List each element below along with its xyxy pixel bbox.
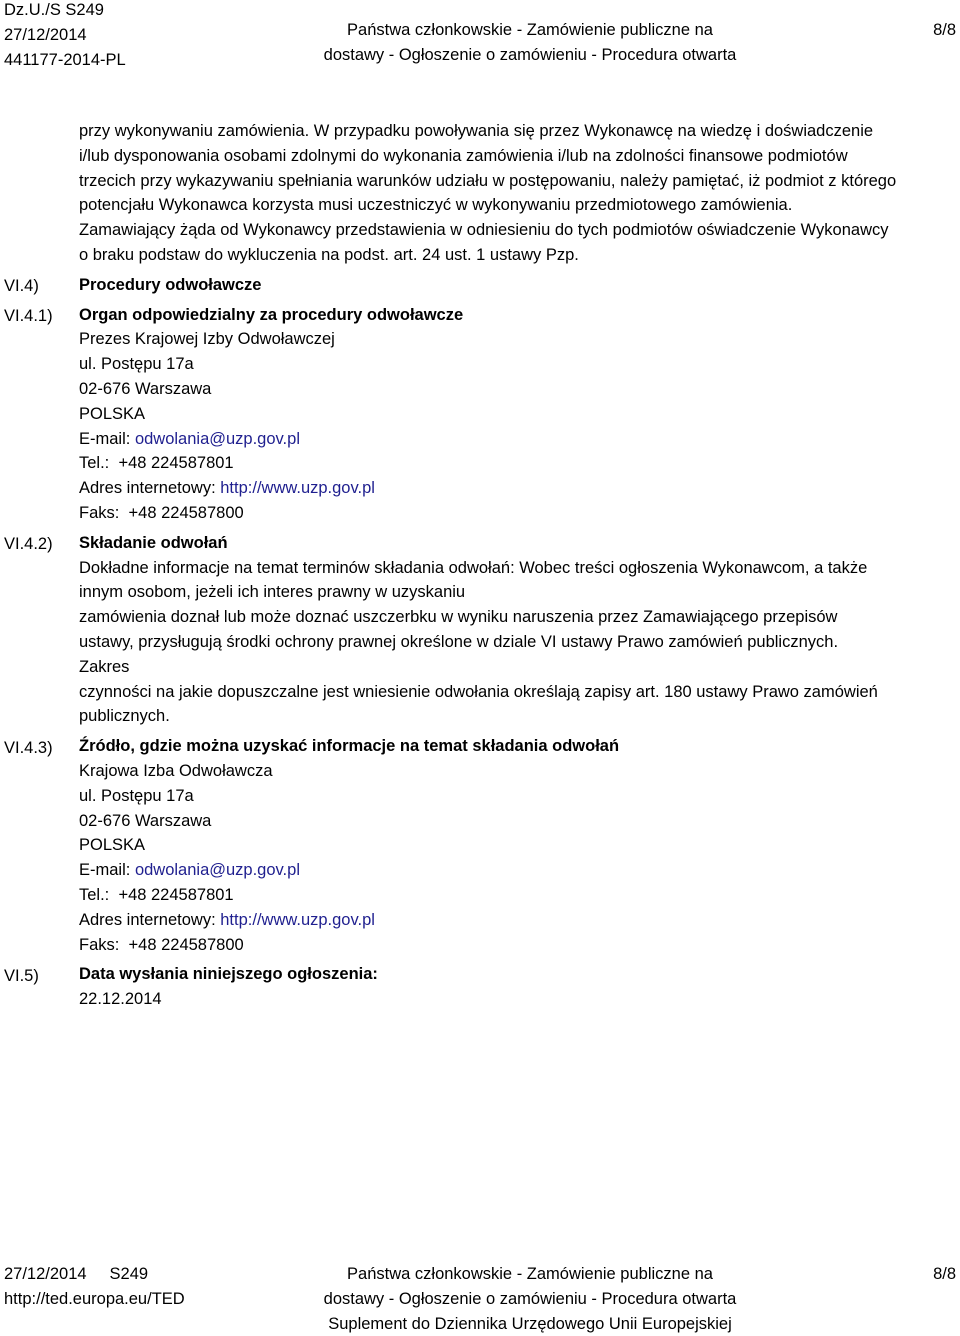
appeals-heading: Składanie odwołań [79, 533, 228, 552]
source-block [79, 734, 954, 957]
source-fax-row: Faks: +48 224587800 [79, 935, 244, 954]
section-vi4: VI.4) [4, 277, 39, 295]
source-heading: Źródło, gdzie można uzyskać informacje na temat składania odwołań [79, 737, 620, 756]
organ-country: POLSKA [79, 404, 146, 423]
footer-issue: S249 [109, 1265, 149, 1283]
source-city: 02-676 Warszawa [79, 811, 212, 830]
footer-date: 27/12/2014 [4, 1265, 87, 1283]
dispatch-block [79, 962, 954, 1012]
dispatch-date: 22.12.2014 [79, 990, 162, 1009]
source-email-row: E-mail: odwolania@uzp.gov.pl [79, 861, 300, 880]
footer-url[interactable]: http://ted.europa.eu/TED [4, 1289, 185, 1308]
organ-fax-row: Faks: +48 224587800 [79, 503, 244, 522]
header-title: Państwa członkowskie - Zamówienie publiczne na dostawy - Ogłoszenie o zamówieniu - Procedura otwarta [323, 21, 737, 64]
organ-name: Prezes Krajowej Izby Odwoławczej [79, 330, 335, 349]
organ-email-link[interactable]: odwolania@uzp.gov.pl [134, 429, 300, 448]
appeals-block: Składanie odwołań Dokładne informacje na temat terminów składania odwołań: Wobec treści ogłoszenia Wykonawcom, a także innym osobom, jeżeli ich interes prawny w uzyskaniu zamówienia doznał lub może doznać uszczerbku w wyniku naruszenia przez Zamawiającego przepisów ustawy, przysługują środki ochrony prawnej określone w dziale VI ustawy Prawo zamówień publicznych. Zakres czynności na jakie dopuszczalne jest wniesienie odwołania określają zapisy art. 180 ustawy Prawo zamówień publicznych. [79, 531, 954, 729]
organ-email-row: E-mail: odwolania@uzp.gov.pl [79, 429, 300, 448]
organ-heading: Organ odpowiedzialny za procedury odwoławcze [79, 305, 464, 324]
section-vi43: VI.4.3) [4, 739, 53, 757]
footer-page-number: 8/8 [933, 1265, 956, 1283]
footer-title: Państwa członkowskie - Zamówienie publiczne na dostawy - Ogłoszenie o zamówieniu - Procedura otwarta Suplement do Dziennika Urzędowego Unii Europejskiej [323, 1265, 737, 1333]
source-email-link[interactable]: odwolania@uzp.gov.pl [134, 861, 300, 880]
source-www-link[interactable]: http://www.uzp.gov.pl [220, 910, 375, 929]
intro-paragraph: przy wykonywaniu zamówienia. W przypadku powoływania się przez Wykonawcę na wiedzę i doświadczenie i/lub dysponowania osobami zdolnymi do wykonania zamówienia i/lub na zdolności finansowe podmiotów trzecich przy wykazywaniu spełniania warunków udziału w postępowaniu, należy pamiętać, iż podmiot z którego potencjału Wykonawca korzysta musi uczestniczyć w wykonywaniu przedmiotowego zamówienia. Zamawiający żąda od Wykonawcy przedstawienia w odniesieniu do tych podmiotów oświadczenie Wykonawcy o braku podstaw do wykluczenia na podst. art. 24 ust. 1 ustawy Pzp. [79, 122, 897, 264]
organ-city: 02-676 Warszawa [79, 379, 212, 398]
source-www-row: Adres internetowy: http://www.uzp.gov.pl [79, 910, 375, 929]
dispatch-heading: Data wysłania niniejszego ogłoszenia: [79, 965, 378, 984]
source-country: POLSKA [79, 836, 146, 855]
section-vi42: VI.4.2) [4, 535, 53, 553]
notice-ref: 441177-2014-PL [4, 50, 126, 69]
section-vi5: VI.5) [4, 967, 39, 985]
organ-www-row: Adres internetowy: http://www.uzp.gov.pl [79, 479, 375, 498]
organ-tel-row: Tel.: +48 224587801 [79, 454, 234, 473]
organ-www-link[interactable]: http://www.uzp.gov.pl [220, 479, 375, 498]
journal-ref: Dz.U./S S249 [4, 1, 104, 19]
source-street: ul. Postępu 17a [79, 786, 194, 805]
procedures-heading: Procedury odwoławcze [79, 275, 262, 294]
page-header [0, 0, 960, 72]
organ-street: ul. Postępu 17a [79, 355, 194, 374]
section-vi41: VI.4.1) [4, 307, 53, 325]
organ-block [79, 303, 954, 526]
header-page-number: 8/8 [933, 21, 956, 39]
source-name: Krajowa Izba Odwoławcza [79, 761, 273, 780]
page-footer [0, 1262, 960, 1334]
main-content [79, 119, 954, 1012]
source-tel-row: Tel.: +48 224587801 [79, 885, 234, 904]
header-date: 27/12/2014 [4, 25, 87, 44]
